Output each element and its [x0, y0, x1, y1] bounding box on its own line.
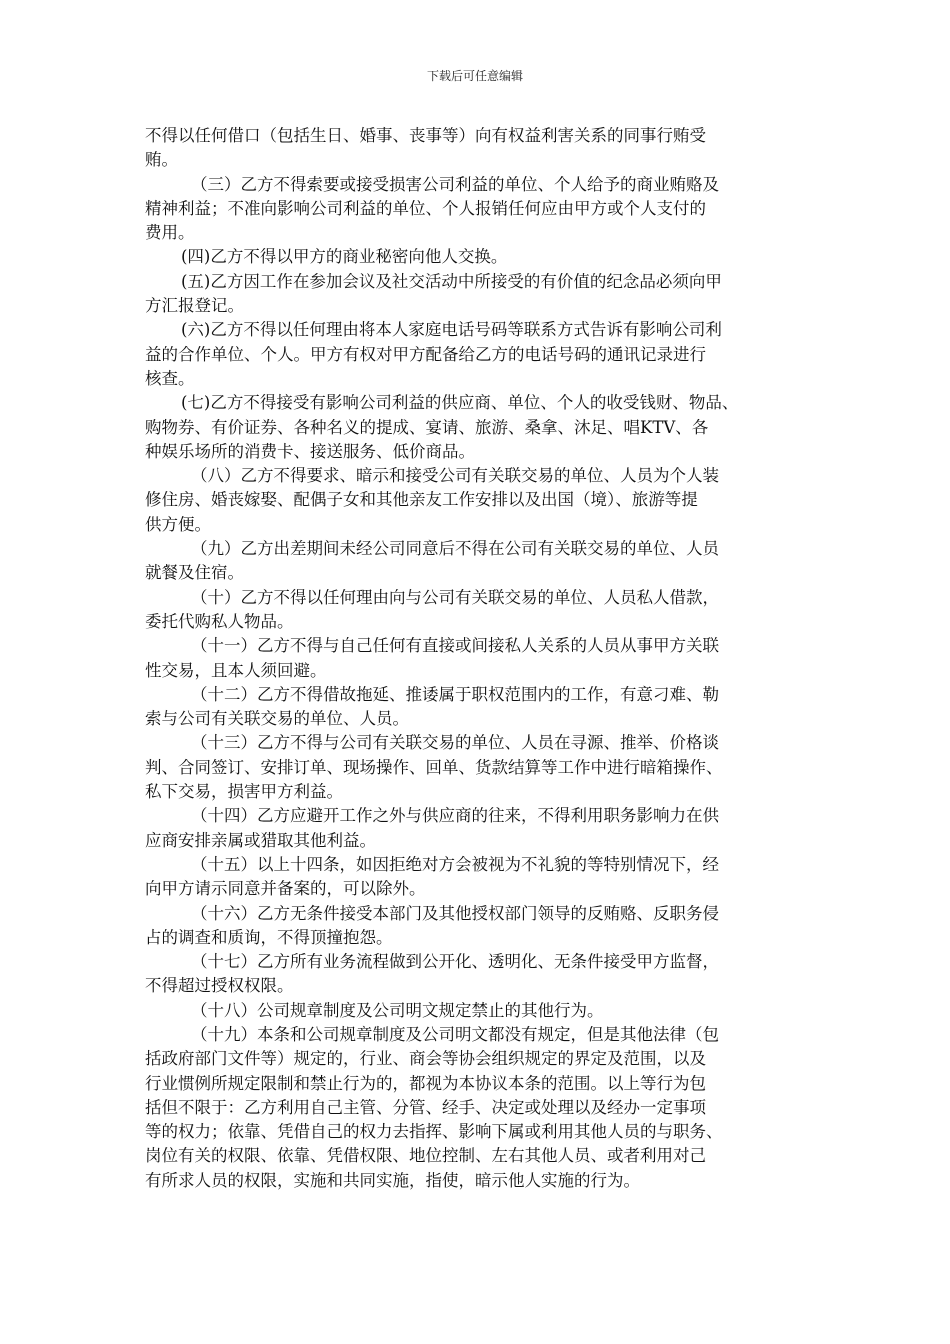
text-line: 费用。	[145, 223, 195, 243]
text-line: 行业惯例所规定限制和禁止行为的，都视为本协议本条的范围。以上等行为包	[145, 1073, 706, 1093]
text-line: 供方便。	[145, 514, 211, 534]
paragraph	[145, 853, 810, 902]
paragraph	[145, 731, 810, 804]
paragraph	[145, 391, 810, 464]
text-line: （八）乙方不得要求、暗示和接受公司有关联交易的单位、人员为个人装	[191, 466, 719, 486]
text-line: 不得以任何借口（包括生日、婚事、丧事等）向有权益利害关系的同事行贿受	[145, 126, 706, 145]
paragraph	[145, 804, 810, 853]
text-line: （十一）乙方不得与自己任何有直接或间接私人关系的人员从事甲方关联	[191, 636, 719, 656]
text-line: (六)乙方不得以任何理由将本人家庭电话号码等联系方式告诉有影响公司利	[181, 320, 722, 340]
text-line: 不得超过授权权限。	[145, 976, 294, 996]
text-line: 判、合同签订、安排订单、现场操作、回单、货款结算等工作中进行暗箱操作、	[145, 757, 723, 777]
text-line: 有所求人员的权限，实施和共同实施，指使，暗示他人实施的行为。	[145, 1170, 640, 1190]
text-line: (五)乙方因工作在参加会议及社交活动中所接受的有价值的纪念品必须向甲	[181, 271, 722, 291]
paragraph	[145, 464, 810, 537]
paragraph	[145, 1023, 810, 1193]
page-header: 下载后可任意编辑	[426, 69, 523, 83]
text-line: (七)乙方不得接受有影响公司利益的供应商、单位、个人的收受钱财、物品、	[181, 393, 739, 413]
text-line: （十六）乙方无条件接受本部门及其他授权部门领导的反贿赂、反职务侵	[191, 903, 719, 923]
text-line: 贿。	[145, 150, 178, 170]
text-line: 私下交易，损害甲方利益。	[145, 782, 343, 802]
paragraph	[145, 950, 810, 999]
text-line: 占的调查和质询，不得顶撞抱怨。	[145, 927, 393, 947]
text-line: （十八）公司规章制度及公司明文规定禁止的其他行为。	[191, 1000, 604, 1020]
text-line: （九）乙方出差期间未经公司同意后不得在公司有关联交易的单位、人员	[191, 539, 719, 559]
paragraph	[145, 902, 810, 951]
paragraph	[145, 537, 810, 586]
paragraph	[145, 245, 810, 269]
paragraph	[145, 634, 810, 683]
text-line: 向甲方请示同意并备案的，可以除外。	[145, 879, 426, 899]
text-line: （十）乙方不得以任何理由向与公司有关联交易的单位、人员私人借款，	[191, 587, 719, 607]
paragraph	[145, 270, 810, 319]
text-line: 等的权力；依靠、凭借自己的权力去指挥、影响下属或利用其他人员的与职务、	[145, 1122, 723, 1142]
text-line: (四)乙方不得以甲方的商业秘密向他人交换。	[181, 247, 508, 267]
text-line: 方汇报登记。	[145, 296, 244, 316]
text-line: 修住房、婚丧嫁娶、配偶子女和其他亲友工作安排以及出国（境）、旅游等提	[145, 490, 698, 510]
document-body	[145, 124, 810, 1193]
text-line: 种娱乐场所的消费卡、接送服务、低价商品。	[145, 441, 475, 461]
text-line: 益的合作单位、个人。甲方有权对甲方配备给乙方的电话号码的通讯记录进行	[145, 344, 706, 364]
paragraph	[145, 999, 810, 1023]
text-line: 括但不限于：乙方利用自己主管、分管、经手、决定或处理以及经办一定事项	[145, 1097, 706, 1117]
text-line: 委托代购私人物品。	[145, 611, 294, 631]
text-line: 索与公司有关联交易的单位、人员。	[145, 709, 409, 729]
text-line: 精神利益；不准向影响公司利益的单位、个人报销任何应由甲方或个人支付的	[145, 198, 706, 218]
text-line: （十五）以上十四条，如因拒绝对方会被视为不礼貌的等特别情况下，经	[191, 854, 719, 874]
text-line: 应商安排亲属或猎取其他利益。	[145, 830, 376, 850]
text-line: 就餐及住宿。	[145, 563, 244, 583]
text-line: 岗位有关的权限、依靠、凭借权限、地位控制、左右其他人员、或者利用对己	[145, 1146, 706, 1166]
paragraph	[145, 586, 810, 635]
text-line: （十二）乙方不得借故拖延、推诿属于职权范围内的工作，有意刁难、勒	[191, 684, 719, 704]
text-line: （十七）乙方所有业务流程做到公开化、透明化、无条件接受甲方监督，	[191, 952, 719, 972]
text-line: 购物券、有价证券、各种名义的提成、宴请、旅游、桑拿、沐足、唱KTV、各	[145, 417, 709, 437]
paragraph	[145, 124, 810, 173]
paragraph	[145, 683, 810, 732]
text-line: 括政府部门文件等）规定的，行业、商会等协会组织规定的界定及范围，以及	[145, 1049, 706, 1069]
paragraph	[145, 173, 810, 246]
text-line: （十四）乙方应避开工作之外与供应商的往来，不得利用职务影响力在供	[191, 806, 719, 826]
paragraph	[145, 318, 810, 391]
text-line: 核查。	[145, 368, 195, 388]
text-line: 性交易，且本人须回避。	[145, 660, 327, 680]
text-line: （十九）本条和公司规章制度及公司明文都没有规定，但是其他法律（包	[191, 1024, 719, 1044]
text-line: （十三）乙方不得与公司有关联交易的单位、人员在寻源、推举、价格谈	[191, 733, 719, 753]
text-line: （三）乙方不得索要或接受损害公司利益的单位、个人给予的商业贿赂及	[191, 174, 719, 194]
